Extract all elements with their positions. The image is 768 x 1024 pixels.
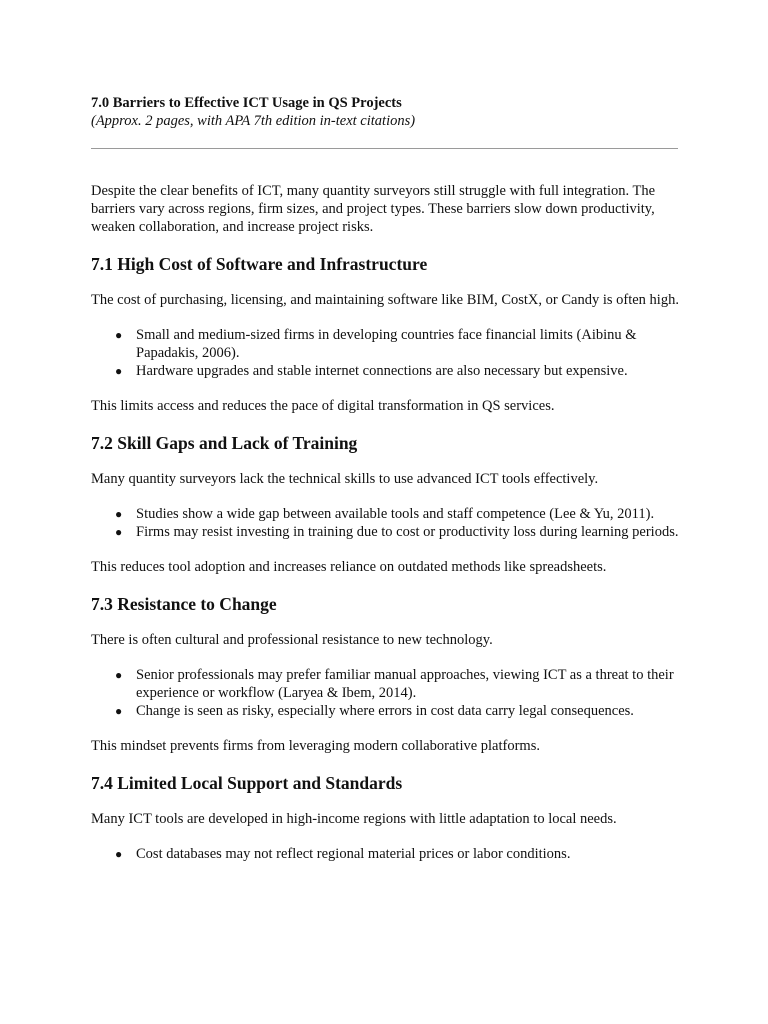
bullet-icon: ● (115, 328, 123, 342)
list-item (115, 666, 681, 702)
bullet-list (91, 845, 681, 863)
bullet-icon: ● (115, 364, 123, 378)
bullet-icon: ● (115, 525, 123, 539)
section-7-1 (91, 253, 681, 415)
section-heading: 7.1 High Cost of Software and Infrastructure (91, 254, 428, 274)
section-heading: 7.2 Skill Gaps and Lack of Training (91, 433, 358, 453)
bullet-list (91, 666, 681, 720)
document-page (91, 94, 681, 863)
list-item (115, 702, 681, 720)
document-subtitle: (Approx. 2 pages, with APA 7th edition in-text citations) (91, 113, 416, 129)
bullet-icon: ● (115, 847, 123, 861)
section-7-4 (91, 772, 681, 863)
horizontal-divider (91, 148, 678, 149)
list-item-text: Hardware upgrades and stable internet connections are also necessary but expensive. (136, 363, 628, 379)
list-item (115, 326, 681, 362)
bullet-icon: ● (115, 507, 123, 521)
section-lead-paragraph: The cost of purchasing, licensing, and maintaining software like BIM, CostX, or Candy is often high. (91, 292, 679, 308)
list-item (115, 845, 681, 863)
list-item (115, 523, 681, 541)
section-7-3 (91, 593, 681, 755)
section-lead-paragraph: Many ICT tools are developed in high-income regions with little adaptation to local needs. (91, 811, 617, 827)
section-closing-paragraph: This limits access and reduces the pace of digital transformation in QS services. (91, 398, 555, 414)
list-item-text: Small and medium-sized firms in developing countries face financial limits (Aibinu & Papadakis, 2006). (136, 327, 637, 361)
section-heading: 7.3 Resistance to Change (91, 594, 277, 614)
list-item-text: Change is seen as risky, especially where errors in cost data carry legal consequences. (136, 703, 634, 719)
list-item (115, 362, 681, 380)
document-title: 7.0 Barriers to Effective ICT Usage in QS Projects (91, 95, 402, 111)
section-lead-paragraph: There is often cultural and professional resistance to new technology. (91, 632, 493, 648)
section-lead-paragraph: Many quantity surveyors lack the technical skills to use advanced ICT tools effectively. (91, 471, 599, 487)
bullet-list (91, 326, 681, 380)
bullet-icon: ● (115, 704, 123, 718)
section-closing-paragraph: This reduces tool adoption and increases reliance on outdated methods like spreadsheets. (91, 559, 607, 575)
list-item-text: Studies show a wide gap between available tools and staff competence (Lee & Yu, 2011). (136, 506, 655, 522)
list-item (115, 505, 681, 523)
list-item-text: Firms may resist investing in training due to cost or productivity loss during learning periods. (136, 524, 679, 540)
bullet-list (91, 505, 681, 541)
list-item-text: Cost databases may not reflect regional material prices or labor conditions. (136, 846, 571, 862)
section-7-2 (91, 432, 681, 576)
intro-paragraph: Despite the clear benefits of ICT, many quantity surveyors still struggle with full integration. The barriers vary across regions, firm sizes, and project types. These barriers slow down productivity, weaken collaboration, and increase project risks. (91, 183, 656, 235)
section-heading: 7.4 Limited Local Support and Standards (91, 773, 403, 793)
bullet-icon: ● (115, 668, 123, 682)
list-item-text: Senior professionals may prefer familiar manual approaches, viewing ICT as a threat to their experience or workflow (Laryea & Ibem, 2014). (136, 667, 674, 701)
section-closing-paragraph: This mindset prevents firms from leveraging modern collaborative platforms. (91, 738, 540, 754)
